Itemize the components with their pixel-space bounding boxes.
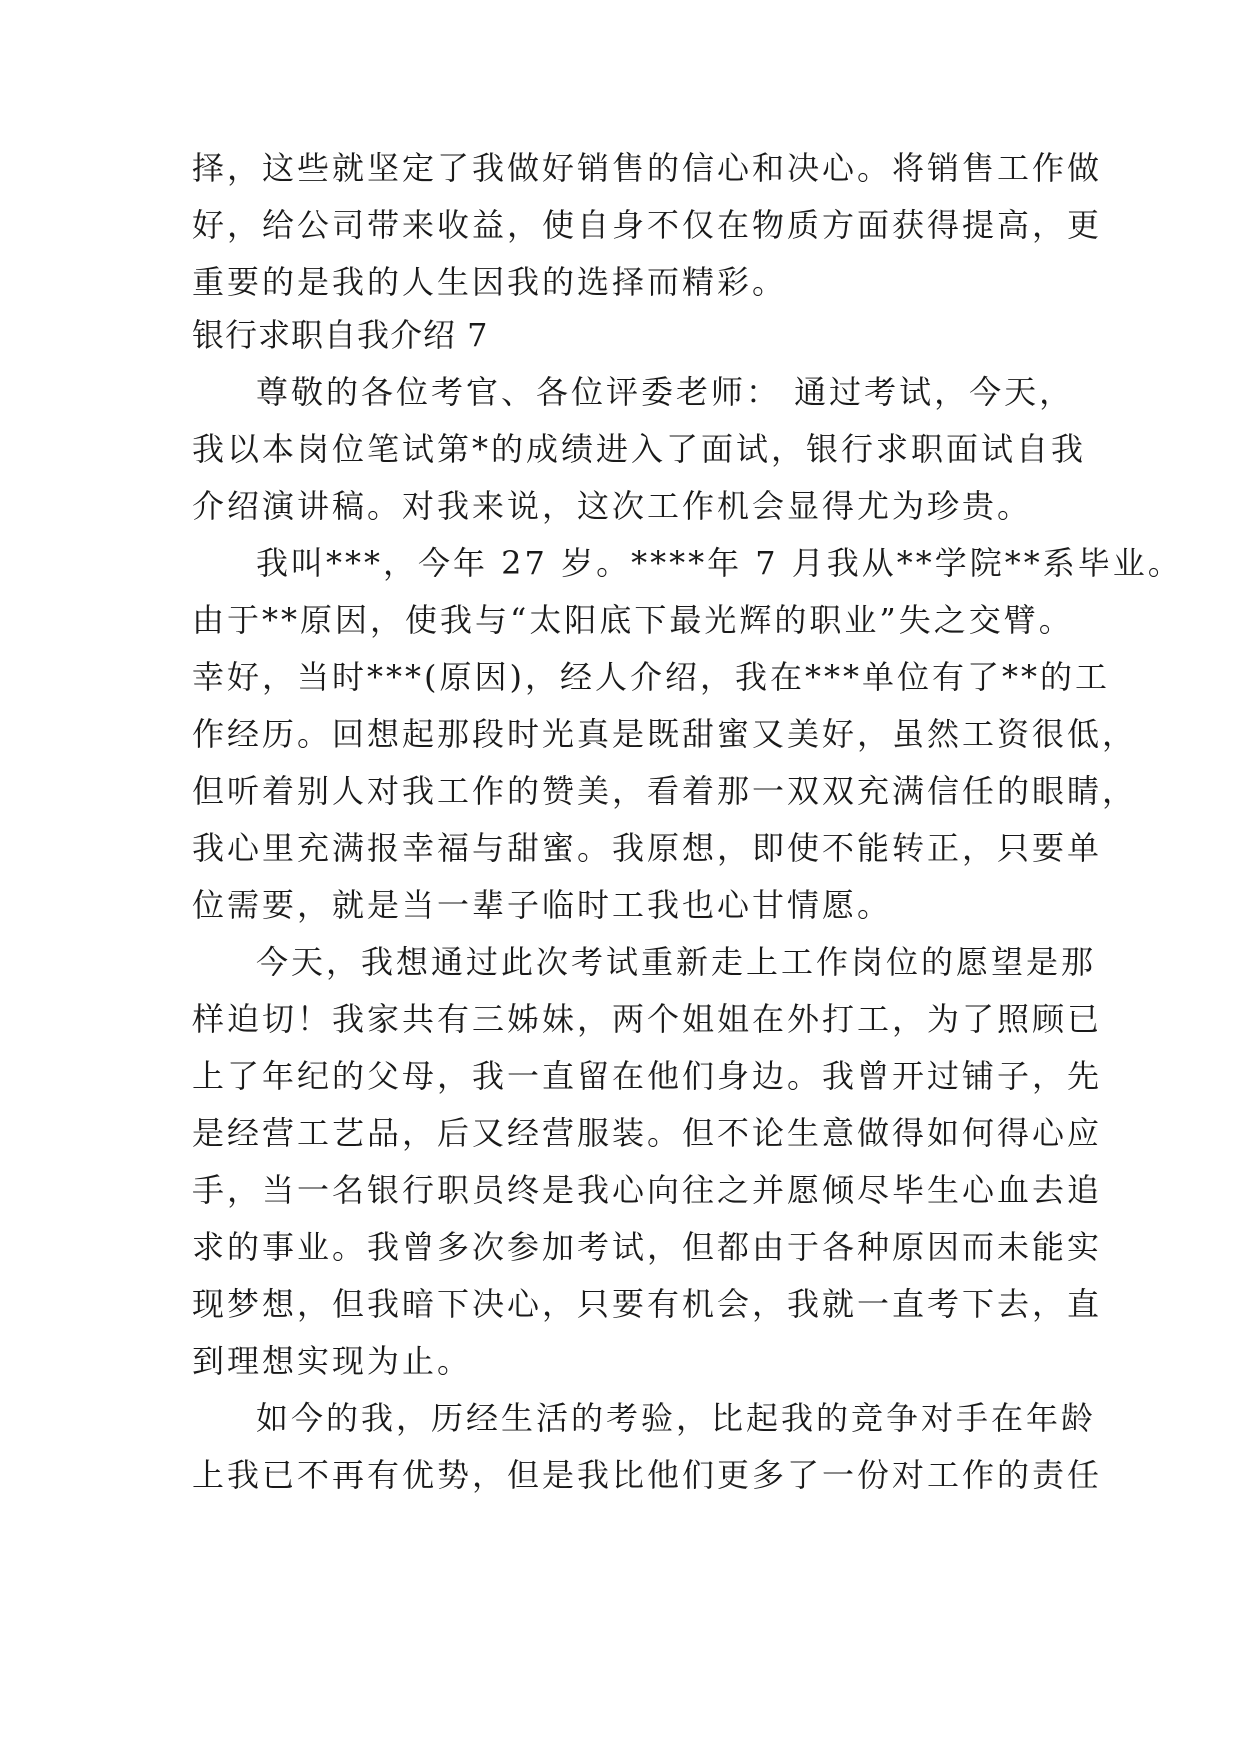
text-line: 今天，我想通过此次考试重新走上工作岗位的愿望是那 xyxy=(256,943,1097,981)
text-line: 上了年纪的父母，我一直留在他们身边。我曾开过铺子，先 xyxy=(192,1057,1103,1095)
text-line: 样迫切！我家共有三姊妹，两个姐姐在外打工，为了照顾已 xyxy=(192,1000,1103,1038)
text-line: 上我已不再有优势，但是我比他们更多了一份对工作的责任 xyxy=(192,1456,1103,1494)
text-line: 我以本岗位笔试第*的成绩进入了面试，银行求职面试自我 xyxy=(192,430,1087,468)
text-line: 现梦想，但我暗下决心，只要有机会，我就一直考下去，直 xyxy=(192,1285,1103,1323)
text-line: 作经历。回想起那段时光真是既甜蜜又美好，虽然工资很低， xyxy=(192,715,1138,753)
text-line: 重要的是我的人生因我的选择而精彩。 xyxy=(192,263,788,301)
text-line: 好，给公司带来收益，使自身不仅在物质方面获得提高，更 xyxy=(192,206,1103,244)
text-line: 求的事业。我曾多次参加考试，但都由于各种原因而未能实 xyxy=(192,1228,1103,1266)
text-line: 我叫***，今年 27 岁。****年 7 月我从**学院**系毕业。 xyxy=(256,544,1183,582)
text-line: 尊敬的各位考官、各位评委老师： 通过考试，今天， xyxy=(256,373,1075,411)
text-line: 由于**原因，使我与“太阳底下最光辉的职业”失之交臂。 xyxy=(192,601,1074,639)
section-heading: 银行求职自我介绍 7 xyxy=(192,316,489,354)
text-line: 择，这些就坚定了我做好销售的信心和决心。将销售工作做 xyxy=(192,149,1103,187)
text-line: 到理想实现为止。 xyxy=(192,1342,473,1380)
text-line: 手，当一名银行职员终是我心向往之并愿倾尽毕生心血去追 xyxy=(192,1171,1103,1209)
text-line: 幸好，当时***(原因)，经人介绍，我在***单位有了**的工 xyxy=(192,658,1110,696)
text-line: 介绍演讲稿。对我来说，这次工作机会显得尤为珍贵。 xyxy=(192,487,1033,525)
text-line: 如今的我，历经生活的考验，比起我的竞争对手在年龄 xyxy=(256,1399,1097,1437)
text-line: 是经营工艺品，后又经营服装。但不论生意做得如何得心应 xyxy=(192,1114,1103,1152)
text-line: 我心里充满报幸福与甜蜜。我原想，即使不能转正，只要单 xyxy=(192,829,1103,867)
text-line: 位需要，就是当一辈子临时工我也心甘情愿。 xyxy=(192,886,893,924)
text-line: 但听着别人对我工作的赞美，看着那一双双充满信任的眼睛， xyxy=(192,772,1138,810)
